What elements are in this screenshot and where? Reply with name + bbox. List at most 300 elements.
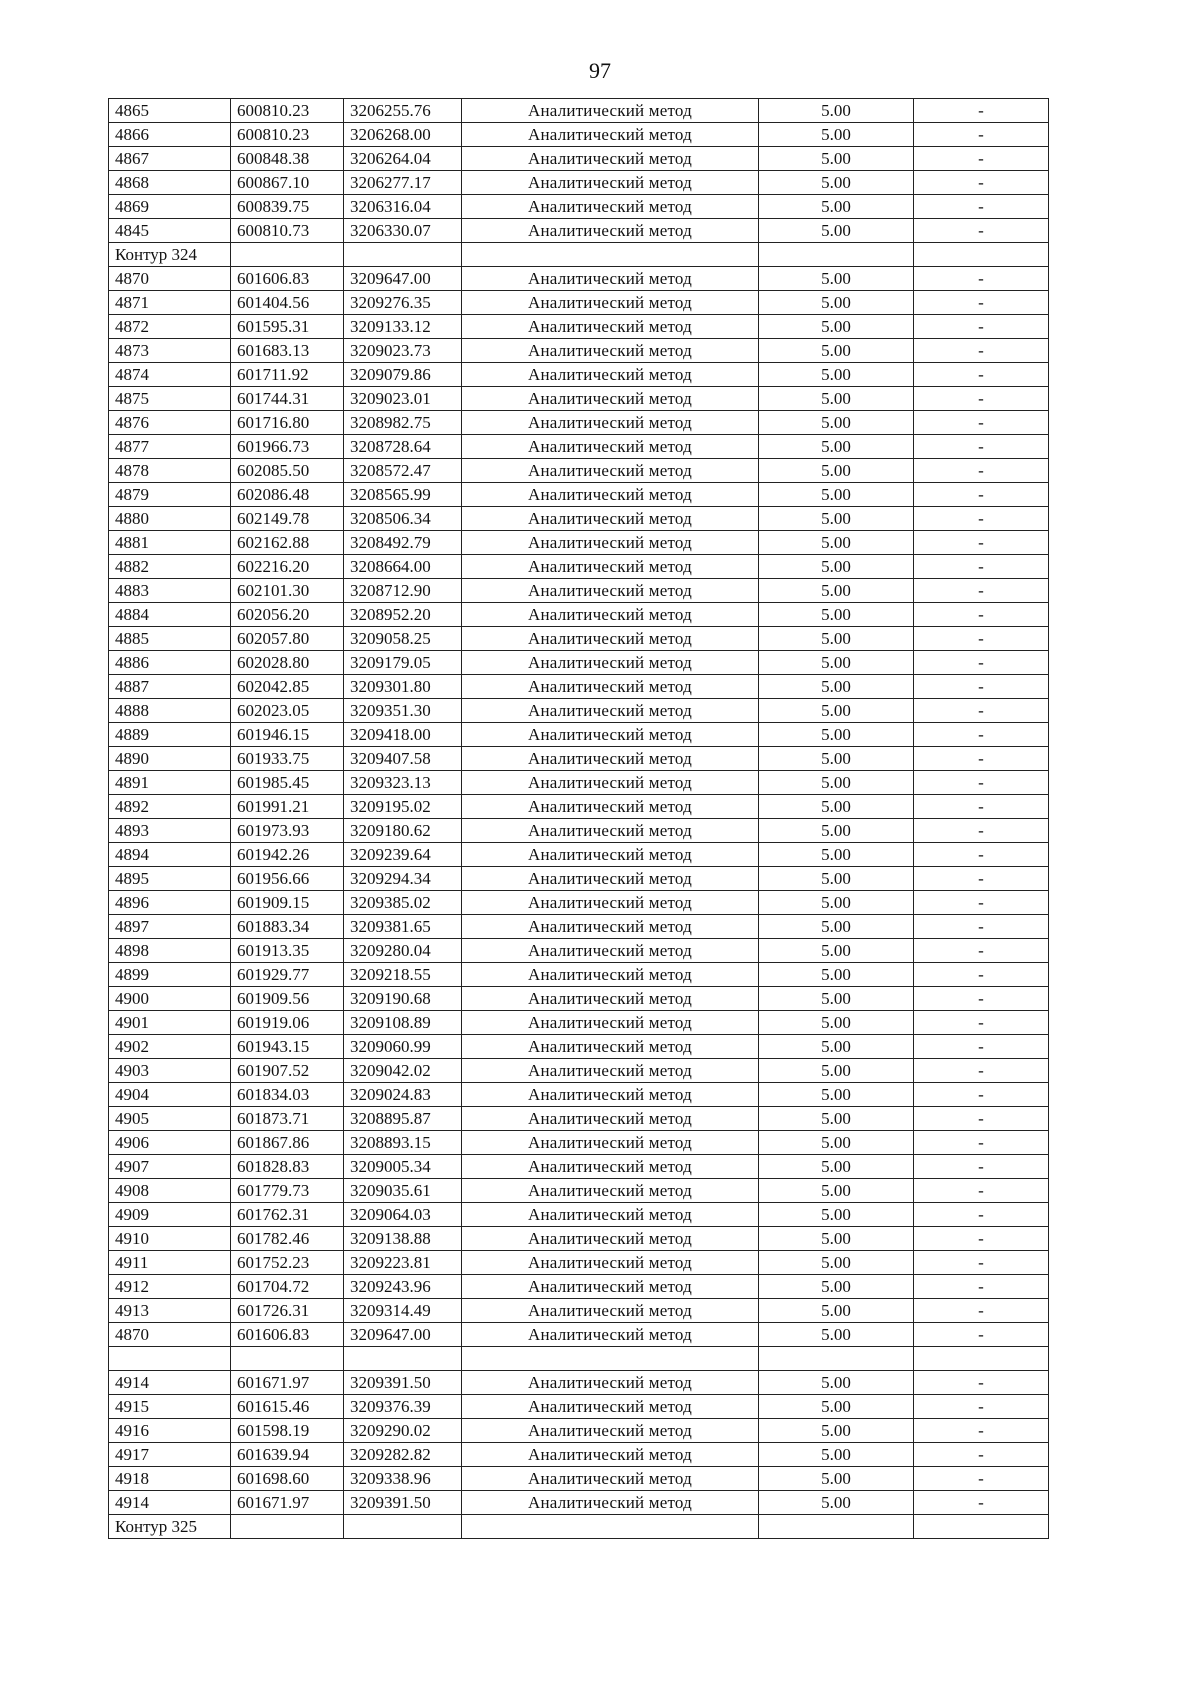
description-cell: -: [914, 723, 1049, 747]
table-row: [109, 171, 1049, 195]
method-cell: Аналитический метод: [462, 1467, 759, 1491]
description-cell: -: [914, 771, 1049, 795]
y-coordinate-cell: 3209280.04: [344, 939, 462, 963]
x-coordinate-cell: 601744.31: [231, 387, 344, 411]
description-cell: -: [914, 435, 1049, 459]
accuracy-cell: 5.00: [759, 171, 914, 195]
point-number-cell: 4875: [109, 387, 231, 411]
y-coordinate-cell: 3209042.02: [344, 1059, 462, 1083]
description-cell: -: [914, 891, 1049, 915]
description-cell: -: [914, 267, 1049, 291]
x-coordinate-cell: 601606.83: [231, 267, 344, 291]
table-row: [109, 1299, 1049, 1323]
description-cell: -: [914, 315, 1049, 339]
method-cell: Аналитический метод: [462, 363, 759, 387]
table-row: [109, 531, 1049, 555]
y-coordinate-cell: 3209179.05: [344, 651, 462, 675]
point-number-cell: 4867: [109, 147, 231, 171]
method-cell: Аналитический метод: [462, 1059, 759, 1083]
accuracy-cell: 5.00: [759, 315, 914, 339]
y-coordinate-cell: 3209195.02: [344, 795, 462, 819]
y-coordinate-cell: 3209005.34: [344, 1155, 462, 1179]
method-cell: Аналитический метод: [462, 1419, 759, 1443]
accuracy-cell: 5.00: [759, 99, 914, 123]
y-coordinate-cell: 3209381.65: [344, 915, 462, 939]
y-coordinate-cell: 3206264.04: [344, 147, 462, 171]
accuracy-cell: 5.00: [759, 1155, 914, 1179]
method-cell: Аналитический метод: [462, 1443, 759, 1467]
table-row: [109, 507, 1049, 531]
description-cell: -: [914, 1371, 1049, 1395]
method-cell: Аналитический метод: [462, 1203, 759, 1227]
accuracy-cell: 5.00: [759, 339, 914, 363]
x-coordinate-cell: 600848.38: [231, 147, 344, 171]
accuracy-cell: 5.00: [759, 939, 914, 963]
accuracy-cell: 5.00: [759, 915, 914, 939]
point-number-cell: 4918: [109, 1467, 231, 1491]
table-row: [109, 1083, 1049, 1107]
accuracy-cell: 5.00: [759, 507, 914, 531]
method-cell: Аналитический метод: [462, 387, 759, 411]
table-row: [109, 267, 1049, 291]
description-cell: -: [914, 1059, 1049, 1083]
accuracy-cell: 5.00: [759, 195, 914, 219]
table-row: [109, 699, 1049, 723]
table-row: [109, 675, 1049, 699]
description-cell: -: [914, 1395, 1049, 1419]
description-cell: -: [914, 1203, 1049, 1227]
x-coordinate-cell: 602216.20: [231, 555, 344, 579]
description-cell: -: [914, 411, 1049, 435]
accuracy-cell: 5.00: [759, 147, 914, 171]
x-coordinate-cell: 601942.26: [231, 843, 344, 867]
point-number-cell: 4880: [109, 507, 231, 531]
point-number-cell: 4917: [109, 1443, 231, 1467]
accuracy-cell: 5.00: [759, 1227, 914, 1251]
table-row: [109, 795, 1049, 819]
table-row: [109, 1491, 1049, 1515]
table-row: [109, 1035, 1049, 1059]
x-coordinate-cell: 601909.15: [231, 891, 344, 915]
x-coordinate-cell: 601598.19: [231, 1419, 344, 1443]
point-number-cell: 4911: [109, 1251, 231, 1275]
point-number-cell: 4914: [109, 1491, 231, 1515]
method-cell: Аналитический метод: [462, 1035, 759, 1059]
description-cell: -: [914, 1275, 1049, 1299]
y-coordinate-cell: 3206268.00: [344, 123, 462, 147]
x-coordinate-cell: 601595.31: [231, 315, 344, 339]
y-coordinate-cell: 3208893.15: [344, 1131, 462, 1155]
point-number-cell: 4887: [109, 675, 231, 699]
point-number-cell: 4905: [109, 1107, 231, 1131]
x-coordinate-cell: 601973.93: [231, 819, 344, 843]
method-cell: Аналитический метод: [462, 1179, 759, 1203]
description-cell: -: [914, 1251, 1049, 1275]
table-row: [109, 435, 1049, 459]
accuracy-cell: 5.00: [759, 363, 914, 387]
point-number-cell: 4888: [109, 699, 231, 723]
x-coordinate-cell: 601909.56: [231, 987, 344, 1011]
method-cell: Аналитический метод: [462, 819, 759, 843]
y-coordinate-cell: 3208728.64: [344, 435, 462, 459]
accuracy-cell: 5.00: [759, 1275, 914, 1299]
x-coordinate-cell: [231, 1347, 344, 1371]
table-row: [109, 1443, 1049, 1467]
method-cell: Аналитический метод: [462, 1011, 759, 1035]
y-coordinate-cell: [344, 1347, 462, 1371]
point-number-cell: 4902: [109, 1035, 231, 1059]
description-cell: -: [914, 531, 1049, 555]
table-row: [109, 1011, 1049, 1035]
accuracy-cell: 5.00: [759, 795, 914, 819]
description-cell: -: [914, 1491, 1049, 1515]
description-cell: -: [914, 1179, 1049, 1203]
x-coordinate-cell: 601698.60: [231, 1467, 344, 1491]
table-row: [109, 147, 1049, 171]
point-number-cell: 4874: [109, 363, 231, 387]
point-number-cell: 4881: [109, 531, 231, 555]
table-row: [109, 1203, 1049, 1227]
accuracy-cell: 5.00: [759, 699, 914, 723]
y-coordinate-cell: 3208664.00: [344, 555, 462, 579]
method-cell: Аналитический метод: [462, 915, 759, 939]
y-coordinate-cell: [344, 1515, 462, 1539]
y-coordinate-cell: 3209391.50: [344, 1491, 462, 1515]
method-cell: Аналитический метод: [462, 411, 759, 435]
method-cell: Аналитический метод: [462, 123, 759, 147]
x-coordinate-cell: 601615.46: [231, 1395, 344, 1419]
table-row: [109, 771, 1049, 795]
accuracy-cell: 5.00: [759, 963, 914, 987]
table-row: [109, 363, 1049, 387]
point-number-cell: 4899: [109, 963, 231, 987]
y-coordinate-cell: 3209338.96: [344, 1467, 462, 1491]
y-coordinate-cell: 3209060.99: [344, 1035, 462, 1059]
point-number-cell: 4895: [109, 867, 231, 891]
point-number-cell: 4893: [109, 819, 231, 843]
method-cell: Аналитический метод: [462, 843, 759, 867]
table-row: [109, 723, 1049, 747]
y-coordinate-cell: 3209385.02: [344, 891, 462, 915]
x-coordinate-cell: 602086.48: [231, 483, 344, 507]
y-coordinate-cell: 3209290.02: [344, 1419, 462, 1443]
y-coordinate-cell: 3209301.80: [344, 675, 462, 699]
table-row: [109, 1059, 1049, 1083]
description-cell: -: [914, 819, 1049, 843]
table-row: [109, 483, 1049, 507]
accuracy-cell: 5.00: [759, 1299, 914, 1323]
accuracy-cell: 5.00: [759, 435, 914, 459]
method-cell: [462, 1515, 759, 1539]
description-cell: -: [914, 1035, 1049, 1059]
description-cell: -: [914, 1443, 1049, 1467]
method-cell: Аналитический метод: [462, 1083, 759, 1107]
accuracy-cell: 5.00: [759, 555, 914, 579]
method-cell: Аналитический метод: [462, 1107, 759, 1131]
x-coordinate-cell: 602042.85: [231, 675, 344, 699]
accuracy-cell: 5.00: [759, 1323, 914, 1347]
x-coordinate-cell: 601782.46: [231, 1227, 344, 1251]
x-coordinate-cell: 601828.83: [231, 1155, 344, 1179]
y-coordinate-cell: 3209323.13: [344, 771, 462, 795]
table-row: [109, 1395, 1049, 1419]
accuracy-cell: 5.00: [759, 1011, 914, 1035]
x-coordinate-cell: 602085.50: [231, 459, 344, 483]
method-cell: Аналитический метод: [462, 1371, 759, 1395]
description-cell: -: [914, 219, 1049, 243]
y-coordinate-cell: 3208492.79: [344, 531, 462, 555]
method-cell: Аналитический метод: [462, 939, 759, 963]
accuracy-cell: 5.00: [759, 1059, 914, 1083]
point-number-cell: 4900: [109, 987, 231, 1011]
point-number-cell: 4877: [109, 435, 231, 459]
point-number-cell: 4907: [109, 1155, 231, 1179]
y-coordinate-cell: 3209058.25: [344, 627, 462, 651]
accuracy-cell: 5.00: [759, 1395, 914, 1419]
description-cell: -: [914, 1299, 1049, 1323]
y-coordinate-cell: 3209180.62: [344, 819, 462, 843]
accuracy-cell: 5.00: [759, 723, 914, 747]
x-coordinate-cell: 601913.35: [231, 939, 344, 963]
accuracy-cell: 5.00: [759, 387, 914, 411]
description-cell: -: [914, 843, 1049, 867]
table-row: [109, 891, 1049, 915]
x-coordinate-cell: [231, 1515, 344, 1539]
coordinates-table-body: [109, 99, 1049, 1539]
x-coordinate-cell: 601404.56: [231, 291, 344, 315]
description-cell: -: [914, 1467, 1049, 1491]
accuracy-cell: 5.00: [759, 459, 914, 483]
description-cell: [914, 1515, 1049, 1539]
method-cell: Аналитический метод: [462, 1131, 759, 1155]
y-coordinate-cell: 3209407.58: [344, 747, 462, 771]
accuracy-cell: 5.00: [759, 219, 914, 243]
table-row: [109, 819, 1049, 843]
y-coordinate-cell: 3209391.50: [344, 1371, 462, 1395]
method-cell: Аналитический метод: [462, 963, 759, 987]
y-coordinate-cell: 3209133.12: [344, 315, 462, 339]
table-row: [109, 1371, 1049, 1395]
x-coordinate-cell: 601991.21: [231, 795, 344, 819]
page-number: 97: [589, 58, 611, 83]
method-cell: Аналитический метод: [462, 315, 759, 339]
x-coordinate-cell: 601883.34: [231, 915, 344, 939]
x-coordinate-cell: 601726.31: [231, 1299, 344, 1323]
method-cell: Аналитический метод: [462, 483, 759, 507]
point-number-cell: 4883: [109, 579, 231, 603]
method-cell: Аналитический метод: [462, 507, 759, 531]
accuracy-cell: 5.00: [759, 843, 914, 867]
point-number-cell: 4872: [109, 315, 231, 339]
table-row: [109, 291, 1049, 315]
table-row: [109, 747, 1049, 771]
accuracy-cell: 5.00: [759, 123, 914, 147]
accuracy-cell: 5.00: [759, 891, 914, 915]
description-cell: -: [914, 1107, 1049, 1131]
x-coordinate-cell: 601704.72: [231, 1275, 344, 1299]
x-coordinate-cell: 600867.10: [231, 171, 344, 195]
accuracy-cell: 5.00: [759, 267, 914, 291]
point-number-cell: 4912: [109, 1275, 231, 1299]
method-cell: Аналитический метод: [462, 771, 759, 795]
y-coordinate-cell: 3206316.04: [344, 195, 462, 219]
point-number-cell: 4876: [109, 411, 231, 435]
table-row: [109, 627, 1049, 651]
accuracy-cell: 5.00: [759, 1035, 914, 1059]
table-row: [109, 219, 1049, 243]
point-number-cell: 4906: [109, 1131, 231, 1155]
y-coordinate-cell: 3208982.75: [344, 411, 462, 435]
table-row: [109, 579, 1049, 603]
point-number-cell: 4882: [109, 555, 231, 579]
table-row: [109, 339, 1049, 363]
x-coordinate-cell: 600810.73: [231, 219, 344, 243]
description-cell: -: [914, 483, 1049, 507]
table-row: [109, 555, 1049, 579]
method-cell: Аналитический метод: [462, 147, 759, 171]
method-cell: Аналитический метод: [462, 99, 759, 123]
method-cell: Аналитический метод: [462, 579, 759, 603]
description-cell: -: [914, 507, 1049, 531]
method-cell: Аналитический метод: [462, 651, 759, 675]
accuracy-cell: 5.00: [759, 531, 914, 555]
method-cell: Аналитический метод: [462, 987, 759, 1011]
description-cell: -: [914, 1227, 1049, 1251]
description-cell: -: [914, 1083, 1049, 1107]
method-cell: Аналитический метод: [462, 723, 759, 747]
table-row: [109, 651, 1049, 675]
description-cell: -: [914, 915, 1049, 939]
table-row: [109, 1347, 1049, 1371]
table-row: [109, 1515, 1049, 1539]
accuracy-cell: 5.00: [759, 1443, 914, 1467]
y-coordinate-cell: 3209647.00: [344, 267, 462, 291]
point-number-cell: 4901: [109, 1011, 231, 1035]
point-number-cell: 4869: [109, 195, 231, 219]
x-coordinate-cell: 601711.92: [231, 363, 344, 387]
y-coordinate-cell: 3206255.76: [344, 99, 462, 123]
y-coordinate-cell: 3209190.68: [344, 987, 462, 1011]
point-number-cell: 4897: [109, 915, 231, 939]
accuracy-cell: 5.00: [759, 1371, 914, 1395]
table-row: [109, 987, 1049, 1011]
accuracy-cell: 5.00: [759, 603, 914, 627]
method-cell: Аналитический метод: [462, 867, 759, 891]
method-cell: Аналитический метод: [462, 1155, 759, 1179]
description-cell: -: [914, 1419, 1049, 1443]
point-number-cell: 4879: [109, 483, 231, 507]
accuracy-cell: 5.00: [759, 291, 914, 315]
description-cell: -: [914, 627, 1049, 651]
y-coordinate-cell: 3208506.34: [344, 507, 462, 531]
table-row: [109, 1275, 1049, 1299]
accuracy-cell: 5.00: [759, 627, 914, 651]
x-coordinate-cell: 602057.80: [231, 627, 344, 651]
accuracy-cell: [759, 1515, 914, 1539]
description-cell: -: [914, 939, 1049, 963]
y-coordinate-cell: 3209023.01: [344, 387, 462, 411]
point-number-cell: 4866: [109, 123, 231, 147]
x-coordinate-cell: 601606.83: [231, 1323, 344, 1347]
method-cell: Аналитический метод: [462, 555, 759, 579]
y-coordinate-cell: [344, 243, 462, 267]
x-coordinate-cell: 600839.75: [231, 195, 344, 219]
method-cell: [462, 243, 759, 267]
x-coordinate-cell: 601671.97: [231, 1371, 344, 1395]
method-cell: Аналитический метод: [462, 675, 759, 699]
y-coordinate-cell: 3209276.35: [344, 291, 462, 315]
accuracy-cell: 5.00: [759, 1203, 914, 1227]
accuracy-cell: 5.00: [759, 579, 914, 603]
description-cell: -: [914, 963, 1049, 987]
y-coordinate-cell: 3209108.89: [344, 1011, 462, 1035]
x-coordinate-cell: 600810.23: [231, 99, 344, 123]
description-cell: -: [914, 699, 1049, 723]
point-number-cell: 4891: [109, 771, 231, 795]
point-number-cell: [109, 1347, 231, 1371]
table-row: [109, 1323, 1049, 1347]
accuracy-cell: 5.00: [759, 1179, 914, 1203]
accuracy-cell: [759, 1347, 914, 1371]
y-coordinate-cell: 3209023.73: [344, 339, 462, 363]
y-coordinate-cell: 3209024.83: [344, 1083, 462, 1107]
y-coordinate-cell: 3208565.99: [344, 483, 462, 507]
x-coordinate-cell: 601671.97: [231, 1491, 344, 1515]
method-cell: Аналитический метод: [462, 195, 759, 219]
accuracy-cell: 5.00: [759, 411, 914, 435]
y-coordinate-cell: 3208572.47: [344, 459, 462, 483]
x-coordinate-cell: 601834.03: [231, 1083, 344, 1107]
y-coordinate-cell: 3209035.61: [344, 1179, 462, 1203]
method-cell: Аналитический метод: [462, 795, 759, 819]
method-cell: Аналитический метод: [462, 531, 759, 555]
table-row: [109, 195, 1049, 219]
description-cell: -: [914, 387, 1049, 411]
table-row: [109, 411, 1049, 435]
description-cell: -: [914, 291, 1049, 315]
x-coordinate-cell: 602056.20: [231, 603, 344, 627]
accuracy-cell: 5.00: [759, 1467, 914, 1491]
description-cell: -: [914, 1011, 1049, 1035]
description-cell: -: [914, 675, 1049, 699]
y-coordinate-cell: 3209376.39: [344, 1395, 462, 1419]
description-cell: -: [914, 459, 1049, 483]
method-cell: Аналитический метод: [462, 1299, 759, 1323]
x-coordinate-cell: 601779.73: [231, 1179, 344, 1203]
x-coordinate-cell: 601683.13: [231, 339, 344, 363]
point-number-cell: 4886: [109, 651, 231, 675]
x-coordinate-cell: 601929.77: [231, 963, 344, 987]
method-cell: Аналитический метод: [462, 459, 759, 483]
point-number-cell: 4915: [109, 1395, 231, 1419]
y-coordinate-cell: 3209647.00: [344, 1323, 462, 1347]
method-cell: Аналитический метод: [462, 1491, 759, 1515]
method-cell: Аналитический метод: [462, 435, 759, 459]
point-number-cell: Контур 324: [109, 243, 231, 267]
y-coordinate-cell: 3209294.34: [344, 867, 462, 891]
y-coordinate-cell: 3209223.81: [344, 1251, 462, 1275]
point-number-cell: 4871: [109, 291, 231, 315]
description-cell: -: [914, 795, 1049, 819]
table-row: [109, 1467, 1049, 1491]
y-coordinate-cell: 3209064.03: [344, 1203, 462, 1227]
table-row: [109, 915, 1049, 939]
table-row: [109, 387, 1049, 411]
y-coordinate-cell: 3209079.86: [344, 363, 462, 387]
table-row: [109, 459, 1049, 483]
description-cell: -: [914, 171, 1049, 195]
x-coordinate-cell: 601907.52: [231, 1059, 344, 1083]
